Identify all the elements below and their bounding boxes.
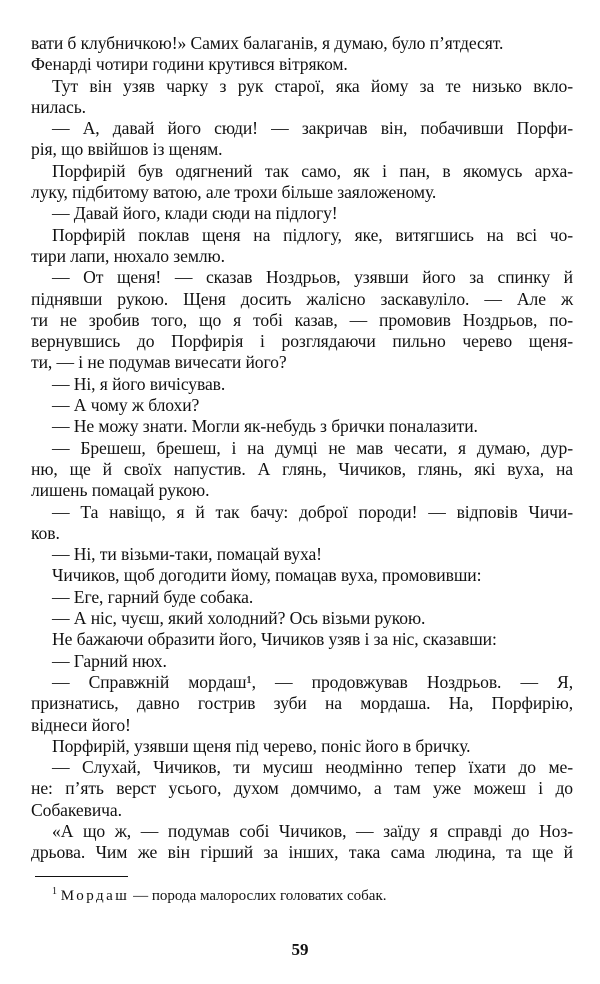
text-line: не: п’ять верст усього, духом домчимо, а там уже можеш і до [31,778,573,799]
text-line: признатись, давно гострив зуби на мордаша. На, Порфирію, [31,693,573,714]
text-line: — Еге, гарний буде собака. [52,586,254,607]
text-line: — А, давай його сюди! — закричав він, побачивши Порфи- [52,118,573,139]
text-line: «А що ж, — подумав собі Чичиков, — заїду я справді до Ноз- [52,820,573,841]
text-line: ню, ще й своїх напустив. А глянь, Чичиков, глянь, які вуха, на [31,458,573,479]
text-line: — Справжній мордаш¹, — продовжував Ноздрьов. — Я, [52,671,573,692]
text-line: вати б клубничкою!» Самих балаганів, я думаю, було п’ятдесят. [31,33,504,53]
footnote [52,886,387,905]
text-line: — А ніс, чуєш, який холодний? Ось візьми рукою. [52,608,426,629]
text-line: дрьова. Чим же він гірший за інших, така сама людина, та ще й [31,842,573,863]
text-line: ков. [31,522,60,543]
text-line: піднявши рукою. Щеня досить жалісно заскавуліло. — Але ж [31,288,573,309]
text-line: Порфирій був одягнений так само, як і пан, в якомусь арха- [52,160,573,181]
text-line: — Ні, я його вичісував. [52,373,226,394]
page-number: 59 [291,940,309,959]
text-line: лишень помацай рукою. [31,480,210,501]
text-line: — От щеня! — сказав Ноздрьов, узявши його за спинку й [52,267,573,288]
footnote-text: — порода малорослих головатих собак. [129,888,387,904]
footnote-term: Мордаш [60,888,130,904]
text-line: тири лапи, нюхало землю. [31,245,225,266]
text-line: — Гарний нюх. [52,650,167,671]
text-line: — Слухай, Чичиков, ти мусиш неодмінно тепер їхати до ме- [52,757,573,778]
text-line: Порфирій, узявши щеня під черево, поніс його в бричку. [52,735,471,756]
text-line: — А чому ж блохи? [52,395,200,416]
text-line: вернувшись до Порфирія і розглядаючи пильно черево щеня- [31,331,573,352]
footnote-marker: 1 [52,886,57,897]
text-line: нилась. [31,96,86,117]
text-line: Порфирій поклав щеня на підлогу, яке, витягшись на всі чо- [52,224,573,245]
text-line: — Давай його, клади сюди на підлогу! [52,203,338,224]
body-text [31,33,573,864]
text-line: Чичиков, щоб догодити йому, помацав вуха, промовивши: [52,565,482,586]
footnote-divider [35,876,128,877]
text-line: ти, — і не подумав вичесати його? [31,352,287,373]
text-line: Собакевича. [31,799,122,820]
text-line: — Не можу знати. Могли як-небудь з брички поналазити. [52,416,478,437]
text-line: рія, що ввійшов із щеням. [31,139,223,160]
text-line: — Та навіщо, я й так бачу: доброї породи! — відповів Чичи- [52,501,573,522]
text-line: ти не зробив того, що я тобі казав, — промовив Ноздрьов, по- [31,309,573,330]
text-line: луку, підбитому ватою, але трохи більше заяложеному. [31,182,437,203]
text-line: Не бажаючи образити його, Чичиков узяв і за ніс, сказавши: [52,629,497,650]
text-line: віднеси його! [31,714,131,735]
text-line: Тут він узяв чарку з рук старої, яка йому за те низько вкло- [52,75,573,96]
text-line: — Брешеш, брешеш, і на думці не мав чесати, я думаю, дур- [52,437,573,458]
text-line: — Ні, ти візьми-таки, помацай вуха! [52,544,322,565]
text-line: Фенарді чотири години крутився вітряком. [31,54,348,75]
